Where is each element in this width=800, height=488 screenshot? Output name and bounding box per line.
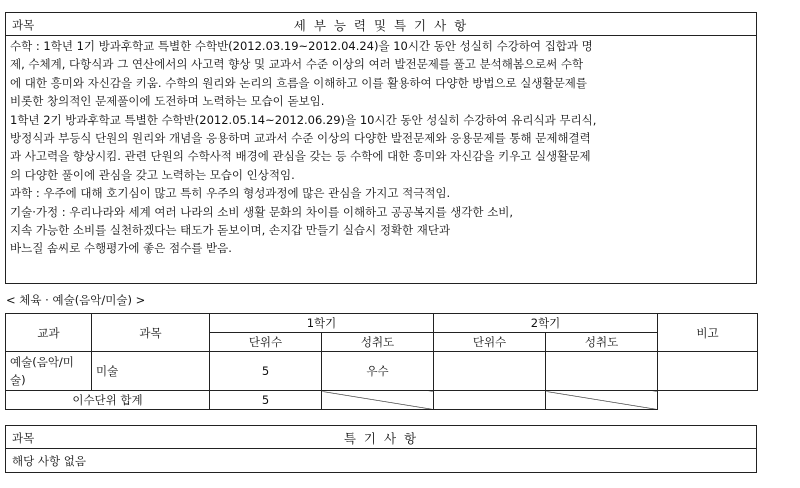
header-semester-2: 2학기 bbox=[434, 314, 658, 333]
arts-pe-grade-table bbox=[5, 313, 758, 410]
special-notes-box bbox=[5, 425, 757, 473]
total-sem1-units: 5 bbox=[210, 391, 322, 410]
row-sem2-units bbox=[434, 352, 546, 391]
arts-pe-section-label: < 체육 · 예술(음악/미술) > bbox=[6, 293, 146, 307]
header-remarks: 비고 bbox=[658, 314, 758, 352]
header-sem1-achievement: 성취도 bbox=[322, 333, 434, 352]
table-row bbox=[6, 352, 758, 391]
header-semester-1: 1학기 bbox=[210, 314, 434, 333]
row-subject: 미술 bbox=[92, 352, 210, 391]
detailed-abilities-text: 수학 : 1학년 1기 방과후학교 특별한 수학반(2012.03.19~2012.04.24)을 10시간 동안 성실히 수강하여 집합과 명 제, 수체계, 다항식과 그 연산에서의 사고력 향상 및 교과서 수준 이상의 여러 발전문제를 풀고 분석해봄으로써 수학 에 대한 흥미와 자신감을 키움. 수학의 원리와 논리의 흐름을 이해하고 이를 활용하여 다양한 방법으로 실생활문제를 비롯한 창의적인 문제풀이에 도전하며 노력하는 모습이 돋보임. 1학년 2기 방과후학교 특별한 수학반(2012.05.14~2012.06.29)을 10시간 동안 성실히 수강하여 유리식과 무리식, 방정식과 부등식 단원의 원리와 개념을 응용하며 교과서 수준 이상의 다양한 발전문제와 응용문제를 통해 문제해결력 과 사고력을 향상시킴. 관련 단원의 수학사적 배경에 관심을 갖는 등 수학에 대한 흥미와 자신감을 키우고 실생활문제 의 다양한 풀이에 관심을 갖고 노력하는 모습이 인상적임. 과학 : 우주에 대해 호기심이 많고 특히 우주의 형성과정에 많은 관심을 가지고 적극적임. 기술·가정 : 우리나라와 세계 여러 나라의 소비 생활 문화의 차이를 이해하고 공공복지를 생각한 소비, 지속 가능한 소비를 실천하겠다는 태도가 돋보이며, 손지갑 만들기 실습시 정확한 재단과 바느질 솜씨로 수행평가에 좋은 점수를 받음. bbox=[10, 39, 597, 256]
row-subject-area: 예술(음악/미술) bbox=[6, 352, 92, 391]
total-sem1-achievement-diagonal bbox=[322, 391, 434, 410]
row-sem1-achievement: 우수 bbox=[322, 352, 434, 391]
special-notes-text: 해당 사항 없음 bbox=[12, 454, 86, 468]
row-sem2-achievement bbox=[546, 352, 658, 391]
detailed-abilities-header bbox=[6, 13, 756, 36]
row-remarks bbox=[658, 352, 758, 391]
total-sem2-achievement-diagonal bbox=[546, 391, 658, 410]
detailed-abilities-title: 세 부 능 력 및 특 기 사 항 bbox=[293, 18, 469, 33]
special-notes-content bbox=[6, 449, 756, 471]
header-subject-area: 교과 bbox=[6, 314, 92, 352]
header-sem2-units: 단위수 bbox=[434, 333, 546, 352]
header-sem1-units: 단위수 bbox=[210, 333, 322, 352]
subject-column-label: 과목 bbox=[12, 18, 35, 32]
total-sem2-units bbox=[434, 391, 546, 410]
total-label: 이수단위 합계 bbox=[6, 391, 210, 410]
special-notes-header bbox=[6, 426, 756, 449]
table-header-row bbox=[6, 314, 758, 333]
row-sem1-units: 5 bbox=[210, 352, 322, 391]
header-sem2-achievement: 성취도 bbox=[546, 333, 658, 352]
special-notes-title: 특 기 사 항 bbox=[343, 431, 419, 446]
table-total-row bbox=[6, 391, 758, 410]
total-remarks bbox=[658, 391, 758, 410]
special-subject-label: 과목 bbox=[12, 431, 35, 445]
detailed-abilities-box bbox=[5, 12, 757, 284]
header-subject: 과목 bbox=[92, 314, 210, 352]
